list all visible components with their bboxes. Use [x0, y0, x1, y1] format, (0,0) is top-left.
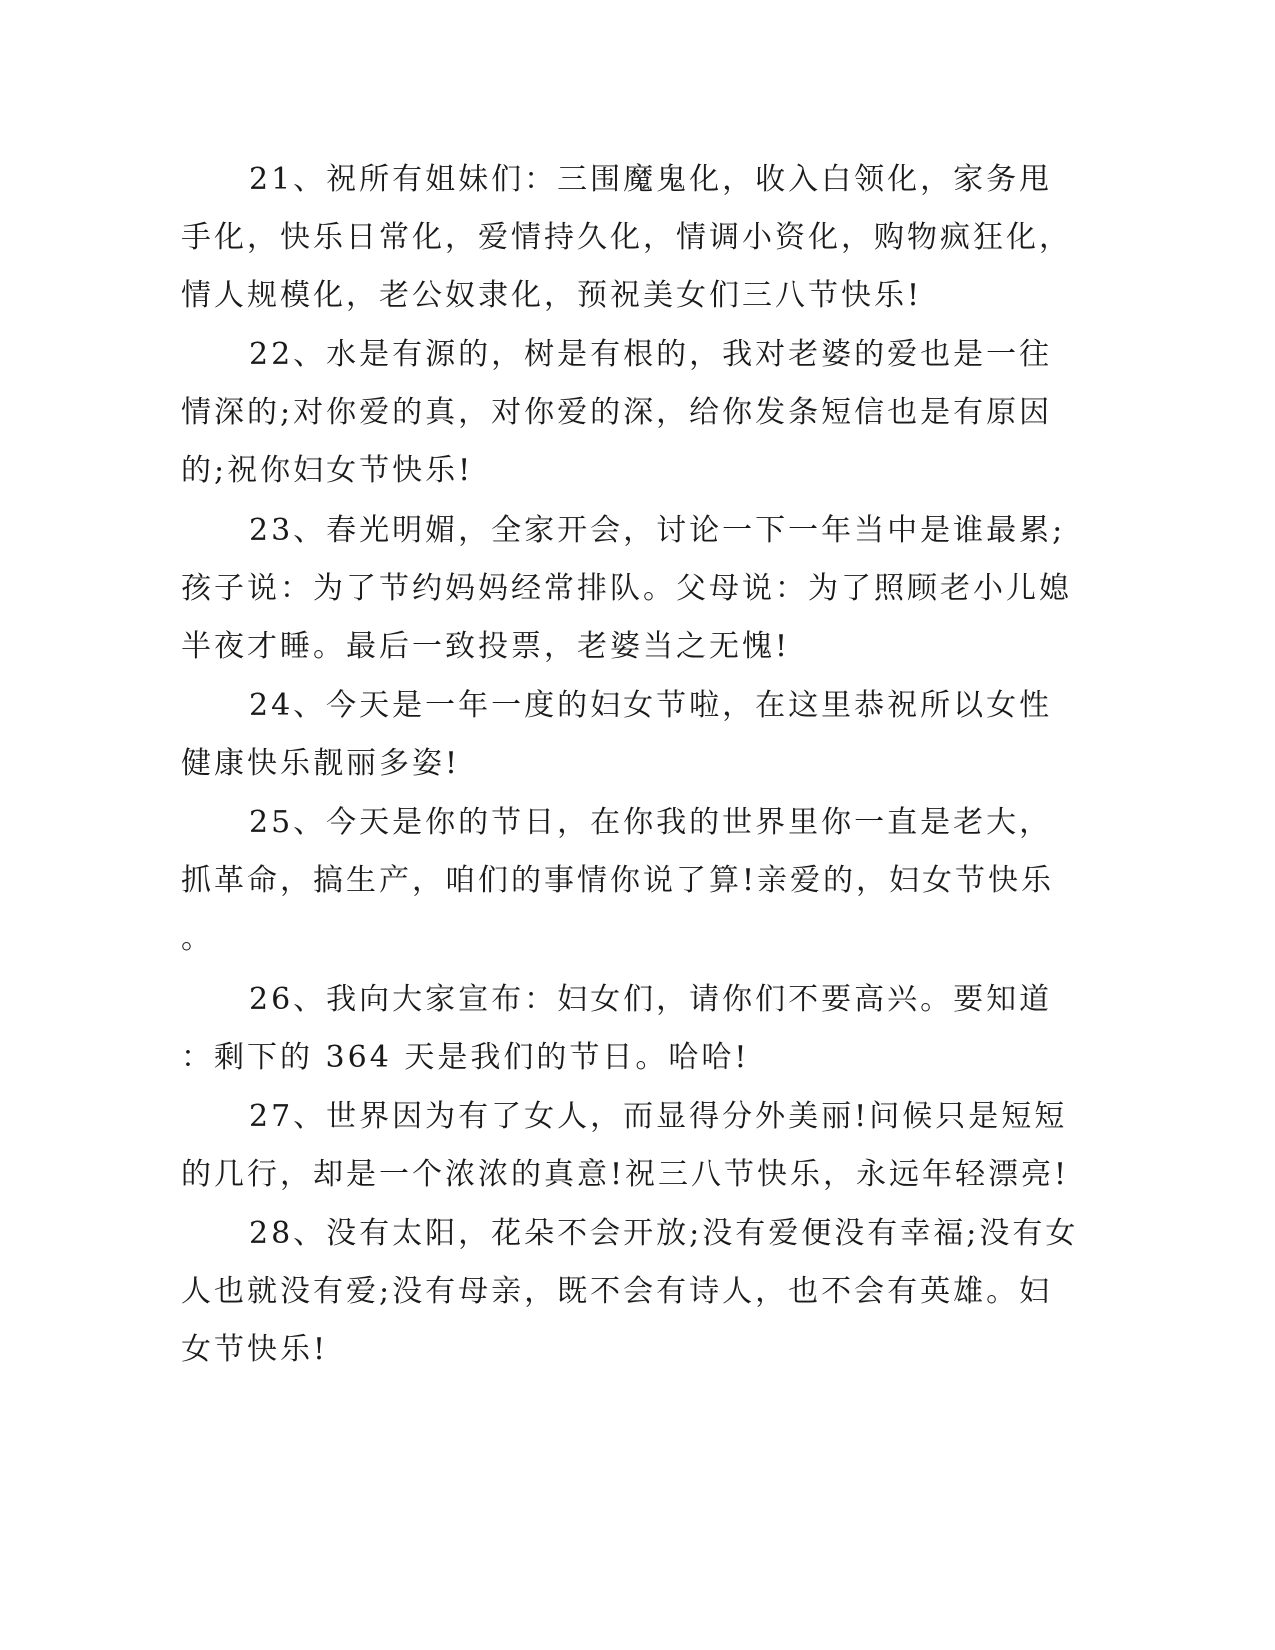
paragraph-22-line-2: 情深的;对你爱的真，对你爱的深，给你发条短信也是有原因	[181, 395, 1053, 430]
paragraph-25-line-2: 抓革命，搞生产，咱们的事情你说了算!亲爱的，妇女节快乐	[181, 863, 1055, 898]
paragraph-28-line-1: 28、没有太阳，花朵不会开放;没有爱便没有幸福;没有女	[249, 1216, 1079, 1251]
paragraph-22-line-3: 的;祝你妇女节快乐!	[181, 453, 474, 488]
paragraph-24-line-1: 24、今天是一年一度的妇女节啦，在这里恭祝所以女性	[249, 688, 1053, 723]
paragraph-27-line-2: 的几行，却是一个浓浓的真意!祝三八节快乐，永远年轻漂亮!	[181, 1157, 1070, 1192]
paragraph-23-line-2: 孩子说：为了节约妈妈经常排队。父母说：为了照顾老小儿媳	[181, 571, 1072, 606]
paragraph-26-line-1: 26、我向大家宣布：妇女们，请你们不要高兴。要知道	[249, 982, 1053, 1017]
paragraph-23-line-1: 23、春光明媚，全家开会，讨论一下一年当中是谁最累;	[249, 513, 1066, 548]
paragraph-28-line-3: 女节快乐!	[181, 1332, 329, 1367]
paragraph-25-line-1: 25、今天是你的节日，在你我的世界里你一直是老大，	[249, 805, 1053, 840]
paragraph-21-line-2: 手化，快乐日常化，爱情持久化，情调小资化，购物疯狂化，	[181, 220, 1072, 255]
paragraph-27-line-1: 27、世界因为有了女人，而显得分外美丽!问候只是短短	[249, 1099, 1068, 1134]
paragraph-25-line-3: 。	[181, 921, 214, 956]
paragraph-23-line-3: 半夜才睡。最后一致投票，老婆当之无愧!	[181, 629, 791, 664]
paragraph-24-line-2: 健康快乐靓丽多姿!	[181, 746, 461, 781]
paragraph-22-line-1: 22、水是有源的，树是有根的，我对老婆的爱也是一往	[249, 337, 1053, 372]
paragraph-21-line-1: 21、祝所有姐妹们：三围魔鬼化，收入白领化，家务甩	[249, 162, 1053, 197]
paragraph-26-line-2: ：剩下的 364 天是我们的节日。哈哈!	[181, 1040, 750, 1075]
paragraph-28-line-2: 人也就没有爱;没有母亲，既不会有诗人，也不会有英雄。妇	[181, 1274, 1053, 1309]
paragraph-21-line-3: 情人规模化，老公奴隶化，预祝美女们三八节快乐!	[181, 278, 923, 313]
